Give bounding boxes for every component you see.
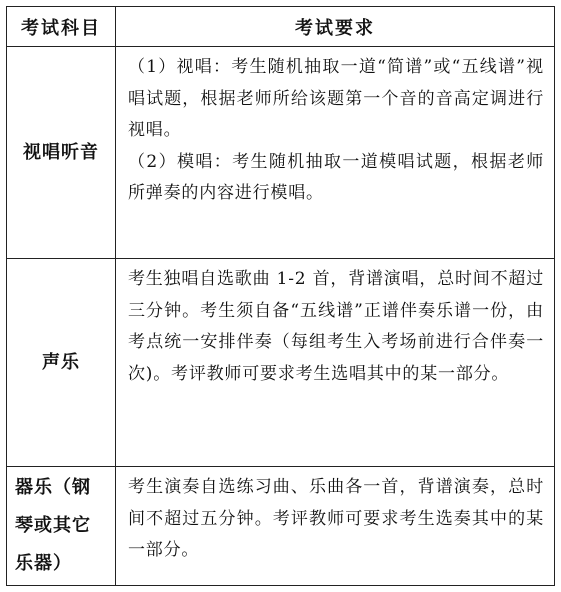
- table-row: [7, 467, 554, 585]
- header-cell-requirement: [116, 7, 554, 46]
- requirement-paragraph: （1）视唱：考生随机抽取一道“简谱”或“五线谱”视唱试题，根据老师所给该题第一个音的音高定调进行视唱。: [128, 57, 544, 140]
- requirement-cell: [116, 259, 554, 466]
- subject-label-line: 琴或其它: [15, 515, 91, 536]
- subject-label-line: 乐器）: [15, 553, 72, 574]
- requirement-paragraph: 考生演奏自选练习曲、乐曲各一首，背谱演奏，总时间不超过五分钟。考评教师可要求考生选奏其中的某一部分。: [128, 477, 544, 560]
- requirement-cell: [116, 47, 554, 258]
- requirement-paragraph: （2）模唱：考生随机抽取一道模唱试题，根据老师所弹奏的内容进行模唱。: [128, 151, 544, 203]
- subject-label: 声乐: [42, 351, 80, 373]
- requirement-text: [128, 264, 544, 390]
- requirement-paragraph: 考生独唱自选歌曲 1-2 首，背谱演唱，总时间不超过三分钟。考生须自备“五线谱”正谱伴奏乐谱一份，由考点统一安排伴奏（每组考生入考场前进行合伴奏一次)。考评教师可要求考生选唱其中的某一部分。: [128, 269, 544, 384]
- header-subject-label: 考试科目: [21, 17, 101, 39]
- subject-label: [7, 469, 115, 583]
- header-cell-subject: [7, 7, 116, 46]
- table-header-row: [7, 7, 554, 47]
- subject-label-line: 器乐（钢: [15, 477, 91, 498]
- table-row: [7, 259, 554, 467]
- requirement-cell: [116, 467, 554, 585]
- subject-cell: [7, 47, 116, 258]
- table-row: [7, 47, 554, 259]
- requirement-text: [128, 52, 544, 210]
- subject-cell: [7, 467, 116, 585]
- exam-requirements-table: [6, 6, 555, 586]
- subject-label: 视唱听音: [23, 141, 99, 163]
- header-requirement-label: 考试要求: [295, 17, 375, 39]
- subject-cell: [7, 259, 116, 466]
- requirement-text: [128, 472, 544, 567]
